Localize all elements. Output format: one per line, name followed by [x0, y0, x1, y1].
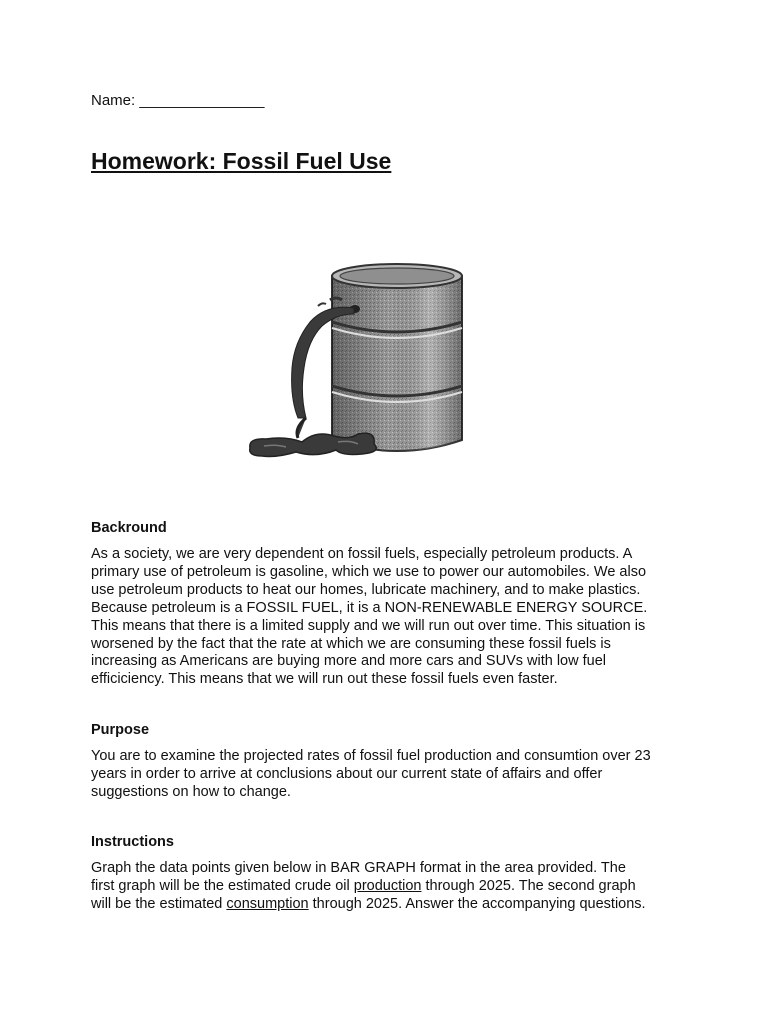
instructions-text: first graph will be the estimated crude oil [91, 877, 354, 894]
name-field-line [91, 92, 265, 109]
instructions-line: Graph the data points given below in BAR GRAPH format in the area provided. The [91, 860, 626, 876]
background-line: This means that there is a limited supply and we will run out over time. This situation is [91, 617, 646, 634]
purpose-line: suggestions on how to change. [91, 783, 291, 800]
instructions-paragraph [91, 860, 681, 914]
purpose-paragraph [91, 748, 681, 802]
instructions-text: through 2025. The second graph [421, 877, 636, 894]
purpose-line: You are to examine the projected rates of fossil fuel production and consumtion over 23 [91, 748, 651, 764]
page-title: Homework: Fossil Fuel Use [91, 148, 392, 174]
production-emphasis: production [353, 877, 422, 894]
background-line: use petroleum products to heat our homes, lubricate machinery, and to make plastics. [91, 581, 641, 598]
instructions-text: will be the estimated [91, 895, 227, 912]
oil-barrel-spill-icon [246, 258, 481, 468]
background-line: primary use of petroleum is gasoline, which we use to power our automobiles. We also [91, 563, 647, 580]
purpose-heading: Purpose [91, 722, 150, 738]
purpose-line: years in order to arrive at conclusions about our current state of affairs and offer [91, 765, 603, 782]
background-heading: Backround [91, 520, 167, 536]
instructions-heading: Instructions [91, 834, 174, 850]
background-line: increasing as Americans are buying more and more cars and SUVs with low fuel [91, 653, 606, 670]
name-blank: _______________ [139, 92, 265, 109]
background-line: worsened by the fact that the rate at which we are consuming these fossil fuels is [91, 635, 611, 652]
background-paragraph [91, 546, 681, 689]
consumption-emphasis: consumption [226, 895, 309, 912]
name-label: Name: [91, 92, 136, 109]
background-line: As a society, we are very dependent on fossil fuels, especially petroleum products. A [91, 546, 633, 562]
background-line: efficiciency. This means that we will run out these fossil fuels even faster. [91, 671, 558, 688]
instructions-text: through 2025. Answer the accompanying questions. [308, 895, 646, 912]
background-line: Because petroleum is a FOSSIL FUEL, it is a NON-RENEWABLE ENERGY SOURCE. [91, 599, 648, 616]
